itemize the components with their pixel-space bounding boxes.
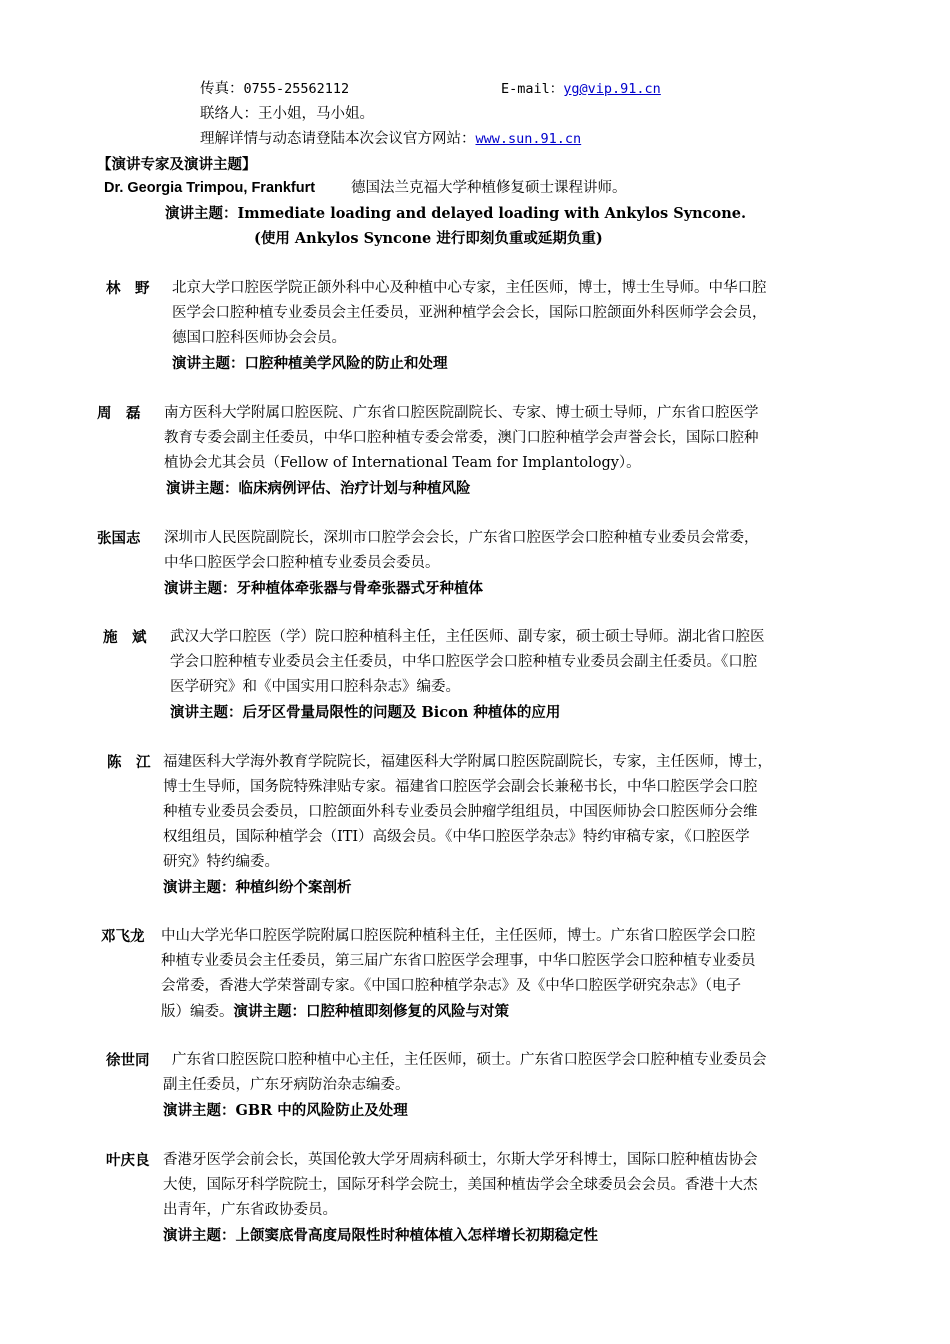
speaker-topic: 演讲主题：牙种植体牵张器与骨牵张器式牙种植体 <box>164 580 483 597</box>
speaker-bio-line: 学会口腔种植专业委员会主任委员，中华口腔医学会口腔种植专业委员会副主任委员。《口腔 <box>170 654 758 670</box>
speaker-name: 林 野 <box>106 280 150 297</box>
contact-person: 联络人：王小姐，马小姐。 <box>200 106 374 122</box>
speaker-bio-line: 医学会口腔种植专业委员会主任委员，亚洲种植学会会长，国际口腔颌面外科医师学会会员， <box>172 305 767 321</box>
section-title: 【演讲专家及演讲主题】 <box>97 156 257 173</box>
speaker-bio-line: 福建医科大学海外教育学院院长，福建医科大学附属口腔医院副院长，专家，主任医师，博士， <box>163 754 772 770</box>
speaker-bio-line: 副主任委员，广东牙病防治杂志编委。 <box>163 1077 410 1093</box>
speaker-bio-line: 植协会尤其会员（Fellow of International Team for Implantology）。 <box>164 455 641 471</box>
speaker-bio-line: 权组组员，国际种植学会（ITI）高级会员。《中华口腔医学杂志》特约审稿专家，《口腔医学 <box>163 829 750 845</box>
speaker-bio-line: 研究》特约编委。 <box>163 854 279 870</box>
speaker-bio-line: 大使，国际牙科学院院士，国际牙科学会院士，美国种植齿学会全球委员会会员。香港十大杰 <box>163 1177 758 1193</box>
speaker-topic: 演讲主题：临床病例评估、治疗计划与种植风险 <box>166 480 471 497</box>
fax-line <box>200 77 349 102</box>
speaker-name: 叶庆良 <box>106 1152 150 1169</box>
email-label: E-mail： <box>501 81 564 97</box>
speaker-bio-line: 出青年，广东省政协委员。 <box>163 1202 337 1218</box>
speaker-name: 徐世同 <box>106 1052 150 1069</box>
speaker-bio-line: 会常委，香港大学荣誉副专家。《中国口腔种植学杂志》及《中华口腔医学研究杂志》（电子 <box>161 978 741 994</box>
speaker-bio-line: 武汉大学口腔医（学）院口腔种植科主任，主任医师、副专家，硕士硕士导师。湖北省口腔医 <box>170 629 765 645</box>
speaker-bio-line: 香港牙医学会前会长，英国伦敦大学牙周病科硕士，尔斯大学牙科博士，国际口腔种植齿协会 <box>163 1152 758 1168</box>
speaker-name: 陈 江 <box>107 754 151 771</box>
speaker-bio-line: 博士生导师，国务院特殊津贴专家。福建省口腔医学会副会长兼秘书长，中华口腔医学会口腔 <box>163 779 758 795</box>
speaker-name: 施 斌 <box>103 629 147 646</box>
website-link[interactable]: www.sun.91.cn <box>475 131 582 147</box>
speaker-name: Dr. Georgia Trimpou, Frankfurt <box>104 180 316 196</box>
speaker-topic: 演讲主题：上颌窦底骨高度局限性时种植体植入怎样增长初期稳定性 <box>163 1227 598 1244</box>
speaker-bio-line: 德国口腔科医师协会会员。 <box>172 330 346 346</box>
fax-label: 传真： <box>200 81 244 97</box>
speaker-topic: 演讲主题：Immediate loading and delayed loading with Ankylos Syncone. <box>165 205 747 222</box>
speaker-name: 张国志 <box>97 530 141 547</box>
speaker-bio-line: 教育专委会副主任委员，中华口腔种植专委会常委，澳门口腔种植学会声誉会长，国际口腔种 <box>164 430 759 446</box>
speaker-name: 周 磊 <box>97 405 141 422</box>
speaker-bio-line: 南方医科大学附属口腔医院、广东省口腔医院副院长、专家、博士硕士导师，广东省口腔医学 <box>164 405 759 421</box>
website-line <box>200 127 581 152</box>
fax-number: 0755-25562112 <box>243 81 350 97</box>
speaker-topic-translation: (使用 Ankylos Syncone 进行即刻负重或延期负重) <box>254 230 603 247</box>
speaker-bio-line: 医学研究》和《中国实用口腔科杂志》编委。 <box>170 679 460 695</box>
email-link[interactable]: yg@vip.91.cn <box>563 81 661 97</box>
speaker-bio-line: 广东省口腔医院口腔种植中心主任，主任医师，硕士。广东省口腔医学会口腔种植专业委员会 <box>172 1052 767 1068</box>
email-line <box>501 77 661 102</box>
speaker-name: 邓飞龙 <box>101 928 145 945</box>
speaker-topic: 演讲主题：口腔种植美学风险的防止和处理 <box>172 355 448 372</box>
speaker-bio-line: 种植专业委员会主任委员，第三届广东省口腔医学会理事，中华口腔医学会口腔种植专业委员 <box>161 953 756 969</box>
speaker-bio-line: 种植专业委员会委员，口腔颌面外科专业委员会肿瘤学组组员，中国医师协会口腔医师分会维 <box>163 804 758 820</box>
speaker-bio-line: 德国法兰克福大学种植修复硕士课程讲师。 <box>351 180 627 196</box>
speaker-bio-last-line <box>161 999 509 1025</box>
speaker-bio-line: 北京大学口腔医学院正颌外科中心及种植中心专家，主任医师，博士，博士生导师。中华口腔 <box>172 280 767 296</box>
speaker-bio-line: 版）编委。 <box>161 1004 234 1020</box>
speaker-topic: 演讲主题：种植纠纷个案剖析 <box>163 879 352 896</box>
speaker-bio-line: 深圳市人民医院副院长，深圳市口腔学会会长，广东省口腔医学会口腔种植专业委员会常委， <box>164 530 759 546</box>
speaker-topic: 演讲主题：后牙区骨量局限性的问题及 Bicon 种植体的应用 <box>170 704 561 721</box>
website-text: 理解详情与动态请登陆本次会议官方网站： <box>200 131 476 147</box>
speaker-topic: 演讲主题：口腔种植即刻修复的风险与对策 <box>233 1003 509 1020</box>
speaker-bio-line: 中华口腔医学会口腔种植专业委员会委员。 <box>164 555 440 571</box>
speaker-bio-line: 中山大学光华口腔医学院附属口腔医院种植科主任，主任医师，博士。广东省口腔医学会口腔 <box>161 928 756 944</box>
speaker-topic: 演讲主题：GBR 中的风险防止及处理 <box>163 1102 408 1119</box>
